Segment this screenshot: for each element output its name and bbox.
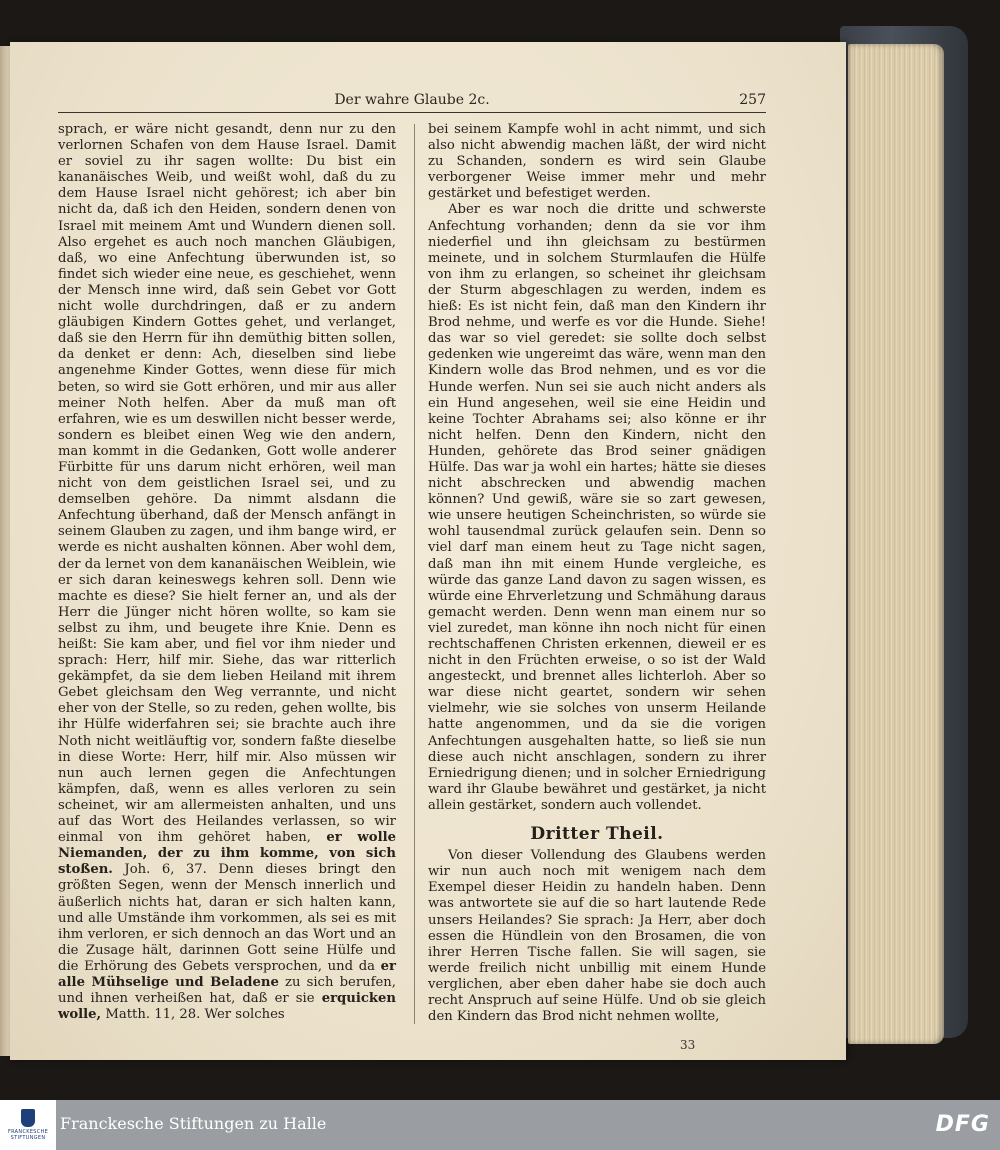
emphasis-quote: er alle Mühselige und Beladene xyxy=(58,958,396,990)
page-header xyxy=(58,92,766,113)
right-column xyxy=(428,122,766,1025)
text-run: Matth. 11, 28. Wer solches xyxy=(105,1007,285,1023)
text-run: Joh. 6, 37. Denn dieses bringt den größten Segen, wenn der Mensch innerlich und äußerlich nichts hat, daran er sich halten kann, und alle Umstände ihm vorkommen, als sei es mit ihm verloren, er sich dennoch an das Wort und an die Zusage hält, darinnen Gott seine Hülfe und die Erhörung des Gebets versprochen, und da xyxy=(58,862,396,974)
left-paragraph xyxy=(58,122,396,1023)
section-heading: Dritter Theil. xyxy=(530,824,664,845)
emphasis-quote: er wolle Niemanden, der zu ihm komme, von sich stoßen. xyxy=(58,830,396,878)
emphasis-quote: erquicken wolle, xyxy=(58,991,396,1023)
institution-logo[interactable] xyxy=(0,1100,56,1150)
page-edges xyxy=(848,44,944,1044)
dfg-logo[interactable]: DFG xyxy=(935,1112,990,1137)
institution-title[interactable]: Franckesche Stiftungen zu Halle xyxy=(60,1114,327,1133)
foundation-emblem-icon xyxy=(21,1109,35,1127)
right-paragraph: Aber es war noch die dritte und schwerste Anfechtung vorhanden; denn da sie vor ihm niederfiel und ihn gleichsam zu bestürmen meinete, und in solchem Sturmlaufen die Hülfe von ihm zu erlangen, so scheinet ihr gleichsam der Sturm abgeschlagen zu werden, indem es hieß: Es ist nicht fein, daß man den Kindern ihr Brod nehme, und werfe es vor die Hunde. Siehe! das war so viel geredet: sie sollte doch selbst gedenken wie ungereimt das wäre, wenn man den Kindern wolle das Brod nehmen, und es vor die Hunde werfen. Nun sei sie auch nicht anders als ein Hund angesehen, weil sie eine Heidin und keine Tochter Abrahams sei; also könne er ihr nicht helfen. Denn den Kindern, nicht den Hunden, gehörete das Brod seiner gnädigen Hülfe. Das war ja wohl ein hartes; hätte sie dieses nicht abschrecken und abwendig machen können? Und gewiß, wäre sie so zart gewesen, wie unsere heutigen Scheinchristen, so würde sie wohl tausendmal zurück gelaufen sein. Denn so viel darf man einem heut zu Tage nicht sagen, daß man ihn mit einem Hunde vergleiche, es würde das ganze Land davon zu sagen wissen, es würde eine Ehrverletzung und Schmähung daraus gemacht werden. Denn wenn man einem nur so viel zuredet, man könne ihn noch nicht für einen rechtschaffenen Christen erkennen, dieweil er es nicht in den Früchten erweise, o so ist der Wald angesteckt, und brennet alles lichterloh. Aber so war diese nicht geartet, sondern wir sehen vielmehr, wie sie solches von unserm Heilande hatte angenommen, und da sie die vorigen Anfechtungen ausgehalten hatte, so ließ sie nun diese auch nicht anschlagen, sondern zu ihrer Erniedrigung dienen; und in solcher Erniedrigung ward ihr Glaube bewähret und gestärket, ja nicht allein gestärket, sondern auch vollendet. xyxy=(428,202,766,813)
logo-text xyxy=(8,1129,48,1141)
text-run: zu sich berufen, und ihnen verheißen hat, daß er sie xyxy=(58,974,396,1007)
right-paragraph: Von dieser Vollendung des Glaubens werden wir nun auch noch mit wenigem nach dem Exempel dieser Heidin zu handeln haben. Denn was antwortete sie auf die so hart lautende Rede unsers Heilandes? Sie sprach: Ja Herr, aber doch essen die Hündlein von den Brosamen, die von ihrer Herren Tische fallen. Sie will sagen, sie werde freilich nicht unbillig mit einem Hunde verglichen, aber eben daher habe sie doch auch recht Anspruch auf seine Hülfe. Und ob sie gleich den Kindern das Brod nicht nehmen wollte, xyxy=(428,848,766,1025)
logo-text-line: FRANCKESCHE xyxy=(7,1129,49,1135)
running-title: Der wahre Glaube 2c. xyxy=(334,92,490,108)
column-divider xyxy=(414,124,415,1024)
signature-mark: 33 xyxy=(680,1038,696,1052)
logo-text-line: STIFTUNGEN xyxy=(10,1135,46,1141)
text-run: sprach, er wäre nicht gesandt, denn nur zu den verlornen Schafen von dem Hause Israel. Damit er soviel zu ihr sagen wollte: Du bist ein kananäisches Weib, und weißt wohl, daß du zu dem Hause Israel nicht gehörest; ich aber bin nicht da, daß ich den Heiden, sondern denen von Israel mit meinem Amt und Wundern dienen soll. Also ergehet es auch noch manchen Gläubigen, daß, wo eine Anfechtung überwunden ist, so findet sich wieder eine neue, es geschiehet, wenn der Mensch inne wird, daß sein Gebet vor Gott nicht wolle durchdringen, daß er zu andern gläubigen Kindern Gottes gehet, und verlanget, daß sie den Herrn für ihn demüthig bitten sollen, da denket er denn: Ach, dieselben sind liebe angenehme Kinder Gottes, wenn diese für mich beten, so wird sie Gott erhören, und mir aus aller meiner Noth helfen. Aber da muß man oft erfahren, wie es um deswillen nicht besser werde, sondern es bleibet einen Weg wie den andern, man kommt in die Gedanken, Gott wolle anderer Fürbitte für uns darum nicht erhören, weil man nicht von dem geistlichen Israel sei, und zu demselben gehöre. Da nimmt alsdann die Anfechtung überhand, daß der Mensch anfängt in seinem Glauben zu zagen, und ihm bange wird, er werde es nicht aushalten können. Aber wohl dem, der da lernet von dem kananäischen Weiblein, wie er sich daran keineswegs kehren soll. Denn wie machte es diese? Sie hielt ferner an, und als der Herr die Jünger nicht hören wollte, so kam sie selbst zu ihm, und beugete ihre Knie. Denn es heißt: Sie kam aber, und fiel vor ihm nieder und sprach: Herr, hilf mir. Siehe, das war ritterlich gekämpfet, da sie dem lieben Heiland mit ihrem Gebet gleichsam den Weg verrannte, und nicht eher von der Stelle, so zu reden, gehen wollte, bis ihr Hülfe widerfahren sei; sie brachte auch ihre Noth nicht weitläuftig vor, sondern faßte dieselbe in diese Worte: Herr, hilf mir. Also müssen wir nun auch lernen gegen die Anfechtungen kämpfen, daß, wenn es alles verloren zu sein scheinet, wir am allermeisten anhalten, und uns auf das Wort des Heilandes verlassen, so wir einmal von ihm gehöret haben, xyxy=(58,122,396,846)
footer-bar xyxy=(0,1100,1000,1150)
book-page xyxy=(10,42,846,1060)
right-paragraph: bei seinem Kampfe wohl in acht nimmt, und sich also nicht abwendig machen läßt, der wird nicht zu Schanden, sondern es wird sein Glaube verborgener Weise immer mehr und mehr gestärket und befestiget werden. xyxy=(428,122,766,202)
left-column xyxy=(58,122,396,1023)
page-number: 257 xyxy=(739,92,766,108)
